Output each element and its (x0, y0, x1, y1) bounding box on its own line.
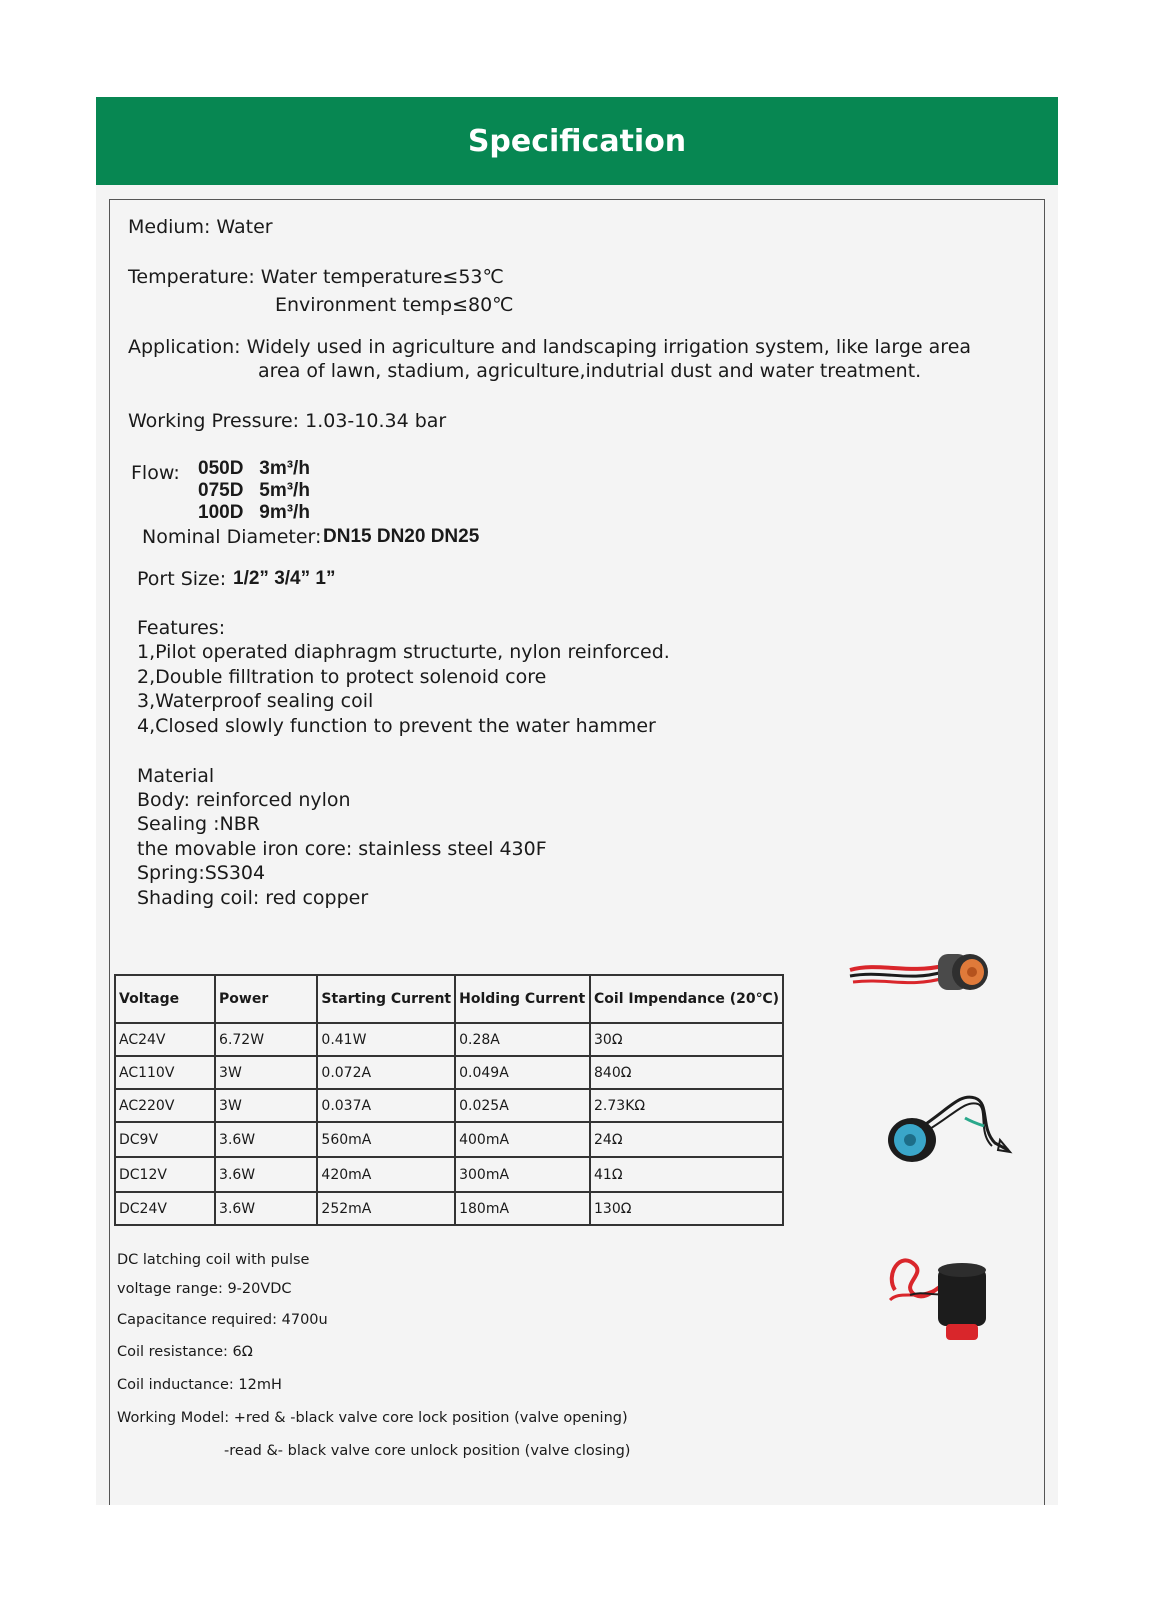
temperature-line-2: Environment temp≤80℃ (275, 294, 514, 316)
table-cell: 3W (215, 1056, 317, 1089)
flow-row: 100D 9m³/h (198, 502, 310, 523)
table-cell: 30Ω (590, 1023, 783, 1056)
table-cell: 252mA (317, 1192, 455, 1225)
latching-line: -read &- black valve core unlock position (valve closing) (224, 1443, 631, 1459)
coil-spec-table (114, 974, 784, 1226)
table-header-row (115, 975, 783, 1023)
table-cell: 0.28A (455, 1023, 590, 1056)
table-cell: 6.72W (215, 1023, 317, 1056)
table-cell: 840Ω (590, 1056, 783, 1089)
table-cell: AC24V (115, 1023, 215, 1056)
table-cell: DC24V (115, 1192, 215, 1225)
column-header: Starting Current (317, 975, 455, 1023)
table-row (115, 1192, 783, 1225)
table-cell: 400mA (455, 1122, 590, 1157)
nominal-diameter-label: Nominal Diameter: (142, 526, 322, 548)
table-cell: 130Ω (590, 1192, 783, 1225)
latching-coil-image (880, 1240, 1015, 1350)
feature-item: 4,Closed slowly function to prevent the water hammer (137, 715, 656, 737)
column-header: Holding Current (455, 975, 590, 1023)
material-item: Sealing :NBR (137, 813, 260, 835)
temperature-line-1: Temperature: Water temperature≤53℃ (128, 266, 504, 288)
application-line-1: Application: Widely used in agriculture and landscaping irrigation system, like large area (128, 336, 972, 358)
table-cell: 2.73KΩ (590, 1089, 783, 1122)
material-item: Body: reinforced nylon (137, 789, 351, 811)
table-cell: 0.072A (317, 1056, 455, 1089)
latching-line: voltage range: 9-20VDC (117, 1281, 292, 1297)
table-cell: 3W (215, 1089, 317, 1122)
table-cell: 0.025A (455, 1089, 590, 1122)
latching-line: Coil inductance: 12mH (117, 1377, 282, 1393)
table-row (115, 1089, 783, 1122)
feature-item: 2,Double filltration to protect solenoid core (137, 666, 547, 688)
table-cell: 420mA (317, 1157, 455, 1192)
table-cell: DC12V (115, 1157, 215, 1192)
table-cell: 3.6W (215, 1192, 317, 1225)
working-pressure-line: Working Pressure: 1.03-10.34 bar (128, 410, 447, 432)
port-size-label: Port Size: (137, 568, 227, 590)
table-cell: 24Ω (590, 1122, 783, 1157)
column-header: Voltage (115, 975, 215, 1023)
table-cell: 0.41W (317, 1023, 455, 1056)
column-header: Coil Impendance (20℃) (590, 975, 783, 1023)
banner-title: Specification (467, 123, 687, 159)
port-size-value: 1/2” 3/4” 1” (233, 568, 336, 589)
latching-line: DC latching coil with pulse (117, 1252, 310, 1268)
features-title: Features: (137, 617, 226, 639)
table-cell: AC220V (115, 1089, 215, 1122)
table-cell: 0.049A (455, 1056, 590, 1089)
dc-coil-image (880, 1088, 1015, 1178)
feature-item: 1,Pilot operated diaphragm structurte, nylon reinforced. (137, 641, 670, 663)
material-item: the movable iron core: stainless steel 430F (137, 838, 547, 860)
nominal-diameter-value: DN15 DN20 DN25 (323, 526, 480, 547)
flow-label: Flow: (131, 462, 180, 484)
table-cell: 3.6W (215, 1157, 317, 1192)
specification-banner (96, 97, 1058, 185)
table-cell: 560mA (317, 1122, 455, 1157)
table-cell: 180mA (455, 1192, 590, 1225)
flow-row: 075D 5m³/h (198, 480, 310, 501)
table-row (115, 1122, 783, 1157)
application-line-2: area of lawn, stadium, agriculture,indutrial dust and water treatment. (258, 360, 922, 382)
material-title: Material (137, 765, 215, 787)
medium-line: Medium: Water (128, 216, 273, 238)
table-cell: AC110V (115, 1056, 215, 1089)
table-cell: 0.037A (317, 1089, 455, 1122)
table-cell: 300mA (455, 1157, 590, 1192)
latching-line: Working Model: +red & -black valve core lock position (valve opening) (117, 1410, 628, 1426)
column-header: Power (215, 975, 317, 1023)
feature-item: 3,Waterproof sealing coil (137, 690, 374, 712)
material-item: Spring:SS304 (137, 862, 266, 884)
table-row (115, 1023, 783, 1056)
flow-row: 050D 3m³/h (198, 458, 310, 479)
latching-line: Capacitance required: 4700u (117, 1312, 328, 1328)
latching-line: Coil resistance: 6Ω (117, 1344, 253, 1360)
table-cell: DC9V (115, 1122, 215, 1157)
table-row (115, 1056, 783, 1089)
ac-coil-image (848, 940, 998, 1010)
material-item: Shading coil: red copper (137, 887, 369, 909)
table-cell: 3.6W (215, 1122, 317, 1157)
table-cell: 41Ω (590, 1157, 783, 1192)
table-row (115, 1157, 783, 1192)
